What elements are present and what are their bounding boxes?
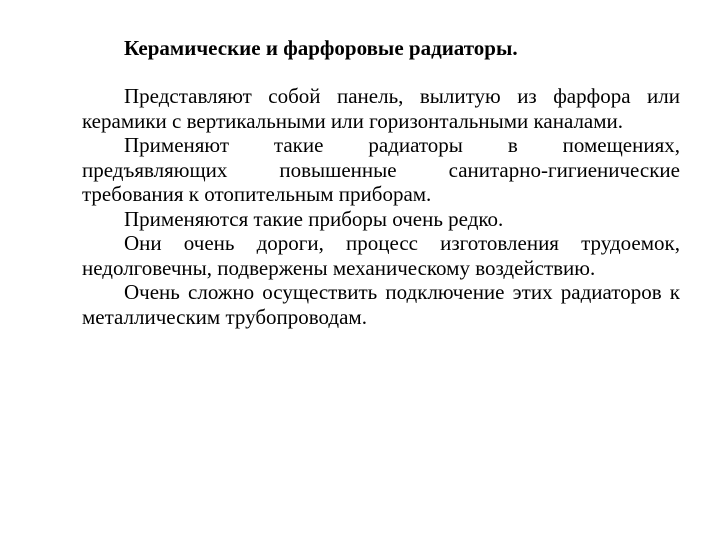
body-line-10: металлическим трубопроводам.: [82, 304, 367, 329]
body-line-8: недолговечны, подвержены механическому воздействию.: [82, 255, 596, 280]
body-line-3: Применяют такие радиаторы в помещениях,: [124, 133, 680, 157]
body-line-1: Представляют собой панель, вылитую из фарфора или: [124, 84, 680, 108]
body-line-9: Очень сложно осуществить подключение этих радиаторов к: [124, 280, 680, 304]
body-line-4: предъявляющих повышенные санитарно-гигиенические: [82, 157, 680, 182]
body-line-5: требования к отопительным приборам.: [82, 182, 432, 206]
body-line-6: Применяются такие приборы очень редко.: [124, 206, 504, 231]
slide-title: Керамические и фарфоровые радиаторы.: [124, 36, 518, 60]
slide-body: [82, 84, 680, 329]
body-line-2: керамики с вертикальными или горизонтальными каналами.: [82, 108, 624, 133]
body-line-7: Они очень дороги, процесс изготовления трудоемок,: [124, 231, 680, 255]
